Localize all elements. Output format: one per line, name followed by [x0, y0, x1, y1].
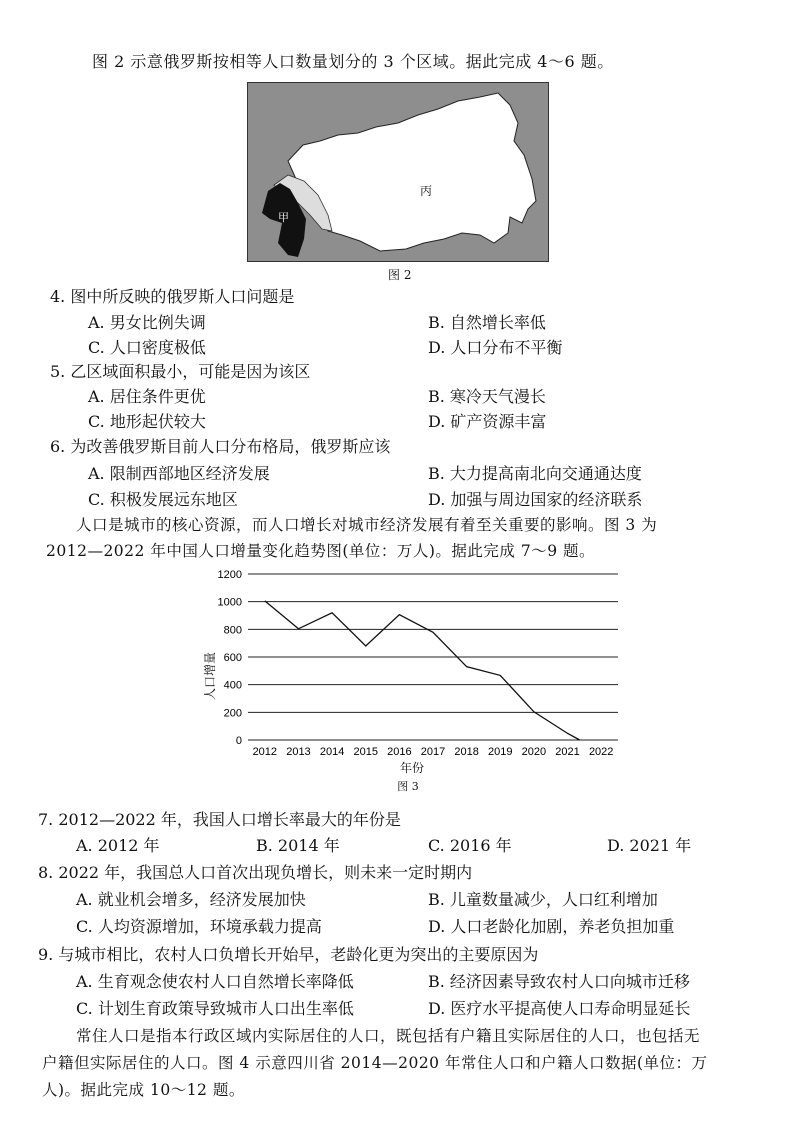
- question-9-option-b: B. 经济因素导致农村人口向城市迁移: [428, 972, 690, 991]
- chart-grid: [248, 574, 618, 740]
- question-6-option-d: D. 加强与周边国家的经济联系: [428, 490, 643, 509]
- question-7-stem: 7. 2012—2022 年，我国人口增长率最大的年份是: [38, 810, 401, 829]
- population-increment-chart: [190, 566, 630, 798]
- chart-y-tick-label: 400: [223, 679, 242, 692]
- chart-x-tick-label: 2022: [588, 746, 614, 758]
- question-8-option-a: A. 就业机会增多，经济发展加快: [76, 890, 306, 909]
- figure-2-caption: 图 2: [388, 268, 412, 282]
- chart-y-tick-label: 1000: [217, 596, 242, 609]
- chart-series: [265, 601, 580, 740]
- question-8-option-b: B. 儿童数量减少，人口红利增加: [428, 890, 658, 909]
- question-4-stem: 4. 图中所反映的俄罗斯人口问题是: [50, 287, 295, 306]
- chart-y-tick-label: 800: [223, 624, 242, 637]
- map-label-jia: 甲: [278, 211, 289, 224]
- question-5-option-c: C. 地形起伏较大: [88, 412, 206, 431]
- question-4-option-a: A. 男女比例失调: [88, 313, 206, 332]
- figure-3-caption: 图 3: [397, 780, 419, 793]
- question-6-stem: 6. 为改善俄罗斯目前人口分布格局，俄罗斯应该: [50, 437, 391, 456]
- chart-y-ticks: [218, 569, 242, 747]
- intro-paragraph-map: 图 2 示意俄罗斯按相等人口数量划分的 3 个区域。据此完成 4～6 题。: [92, 52, 614, 71]
- chart-x-tick-label: 2018: [454, 746, 479, 758]
- question-9-option-c: C. 计划生育政策导致城市人口出生率低: [76, 999, 354, 1018]
- question-8-stem: 8. 2022 年，我国总人口首次出现负增长，则未来一定时期内: [38, 863, 473, 882]
- russia-map-drawing: [248, 83, 548, 261]
- question-4-option-b: B. 自然增长率低: [428, 313, 546, 332]
- intro-paragraph-chart-line-1: 人口是城市的核心资源，而人口增长对城市经济发展有着至关重要的影响。图 3 为: [76, 516, 658, 534]
- chart-x-tick-label: 2020: [521, 746, 547, 758]
- map-label-bing: 丙: [420, 184, 433, 198]
- chart-x-tick-label: 2017: [420, 746, 446, 758]
- chart-x-tick-label: 2012: [252, 746, 278, 758]
- question-7-option-b: B. 2014 年: [256, 836, 340, 855]
- question-9-stem: 9. 与城市相比，农村人口负增长开始早，老龄化更为突出的主要原因为: [38, 945, 539, 964]
- question-8-option-c: C. 人均资源增加，环境承载力提高: [76, 917, 322, 936]
- chart-x-tick-label: 2014: [319, 746, 345, 758]
- chart-x-tick-label: 2019: [488, 746, 513, 758]
- intro-paragraph-sichuan-line-3: 人)。据此完成 10～12 题。: [42, 1081, 245, 1099]
- question-5-stem: 5. 乙区域面积最小，可能是因为该区: [50, 362, 311, 381]
- question-6-option-b: B. 大力提高南北向交通通达度: [428, 464, 642, 483]
- question-7-option-a: A. 2012 年: [76, 836, 160, 855]
- question-5-option-a: A. 居住条件更优: [88, 387, 206, 406]
- intro-paragraph-sichuan-line-1: 常住人口是指本行政区域内实际居住的人口，既包括有户籍且实际居住的人口，也包括无: [76, 1027, 701, 1045]
- question-7-option-d: D. 2021 年: [607, 836, 692, 855]
- intro-paragraph-chart-line-2: 2012—2022 年中国人口增量变化趋势图(单位：万人)。据此完成 7～9 题。: [46, 542, 595, 560]
- chart-x-axis-label: 年份: [399, 761, 425, 775]
- chart-series-line: [265, 601, 580, 740]
- chart-y-axis-label: 人口增量: [203, 651, 217, 701]
- chart-x-ticks: [253, 746, 614, 758]
- question-6-option-c: C. 积极发展远东地区: [88, 490, 238, 509]
- russia-map: [247, 82, 549, 262]
- chart-y-tick-label: 200: [223, 707, 242, 720]
- chart-x-tick-label: 2016: [387, 746, 412, 758]
- question-5-option-b: B. 寒冷天气漫长: [428, 387, 546, 406]
- chart-x-tick-label: 2015: [353, 746, 378, 758]
- question-9-option-a: A. 生育观念使农村人口自然增长率降低: [76, 972, 354, 991]
- question-7-option-c: C. 2016 年: [428, 836, 512, 855]
- question-4-option-d: D. 人口分布不平衡: [428, 338, 563, 357]
- intro-paragraph-sichuan-line-2: 户籍但实际居住的人口。图 4 示意四川省 2014—2020 年常住人口和户籍人口数据(单位：万: [42, 1054, 708, 1072]
- chart-y-tick-label: 0: [235, 735, 242, 747]
- chart-x-tick-label: 2021: [555, 746, 580, 758]
- chart-x-tick-label: 2013: [286, 746, 311, 758]
- chart-y-tick-label: 1200: [217, 569, 242, 581]
- chart-y-tick-label: 600: [223, 652, 242, 664]
- question-6-option-a: A. 限制西部地区经济发展: [88, 464, 270, 483]
- question-4-option-c: C. 人口密度极低: [88, 338, 206, 357]
- question-8-option-d: D. 人口老龄化加剧，养老负担加重: [428, 917, 675, 936]
- question-9-option-d: D. 医疗水平提高使人口寿命明显延长: [428, 999, 691, 1018]
- question-5-option-d: D. 矿产资源丰富: [428, 412, 547, 431]
